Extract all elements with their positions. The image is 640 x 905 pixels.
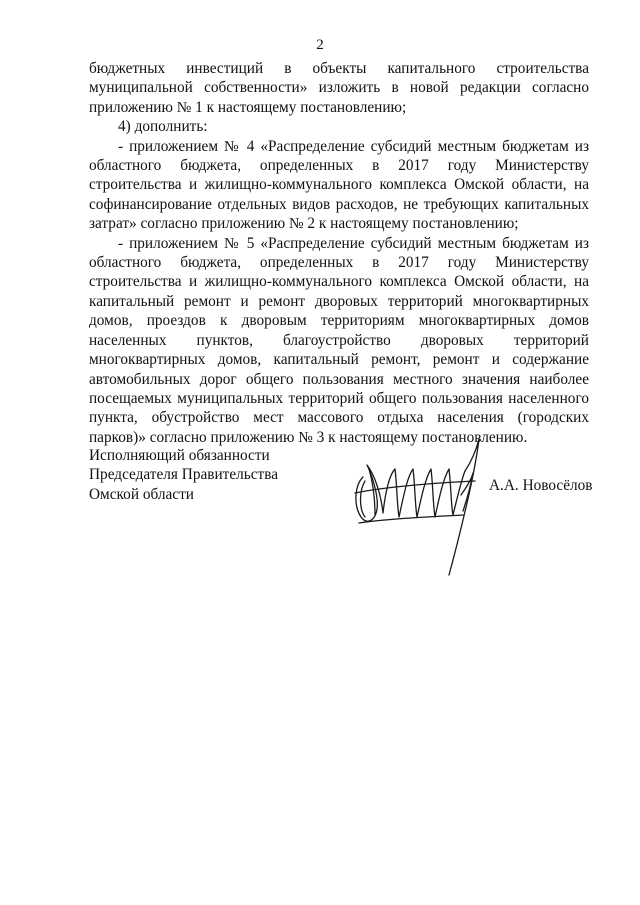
- document-body: [89, 59, 589, 447]
- paragraph-intro: бюджетных инвестиций в объекты капитального строительства муниципальной собственности» изложить в новой редакции согласно приложению № 1 к настоящему постановлению;: [89, 60, 589, 116]
- handwritten-signature: [345, 425, 495, 585]
- signatory-position-line: Исполняющий обязанности: [89, 447, 270, 464]
- page-number: 2: [316, 37, 324, 53]
- signatory-position-line: Председателя Правительства: [89, 466, 279, 484]
- signatory-name: А.А. Новосёлов: [489, 477, 593, 494]
- signatory-position-line: Омской области: [89, 485, 194, 503]
- paragraph-appendix-4: - приложением № 4 «Распределение субсидий местным бюджетам из областного бюджета, определенных в 2017 году Министерству строительства и жилищно-коммунального комплекса Омской области, на софинансирование отдельных видов расходов, не требующих капитальных затрат» согласно приложению № 2 к настоящему постановлению;: [89, 137, 589, 233]
- paragraph-item-4: 4) дополнить:: [118, 118, 208, 136]
- paragraph-appendix-5: - приложением № 5 «Распределение субсидий местным бюджетам из областного бюджета, определенных в 2017 году Министерству строительства и жилищно-коммунального комплекса Омской области, на капитальный ремонт и ремонт дворовых территорий многоквартирных домов, проездов к дворовым территориям многоквартирных домов населенных пунктов, благоустройство дворовых территорий многоквартирных домов, капитальный ремонт, ремонт и содержание автомобильных дорог общего пользования местного значения наиболее посещаемых муниципальных территорий общего пользования населенного пункта, обустройство мест массового отдыха населения (городских парков)» согласно приложению № 3 к настоящему постановлению.: [89, 234, 589, 446]
- signatory-position: [89, 446, 294, 504]
